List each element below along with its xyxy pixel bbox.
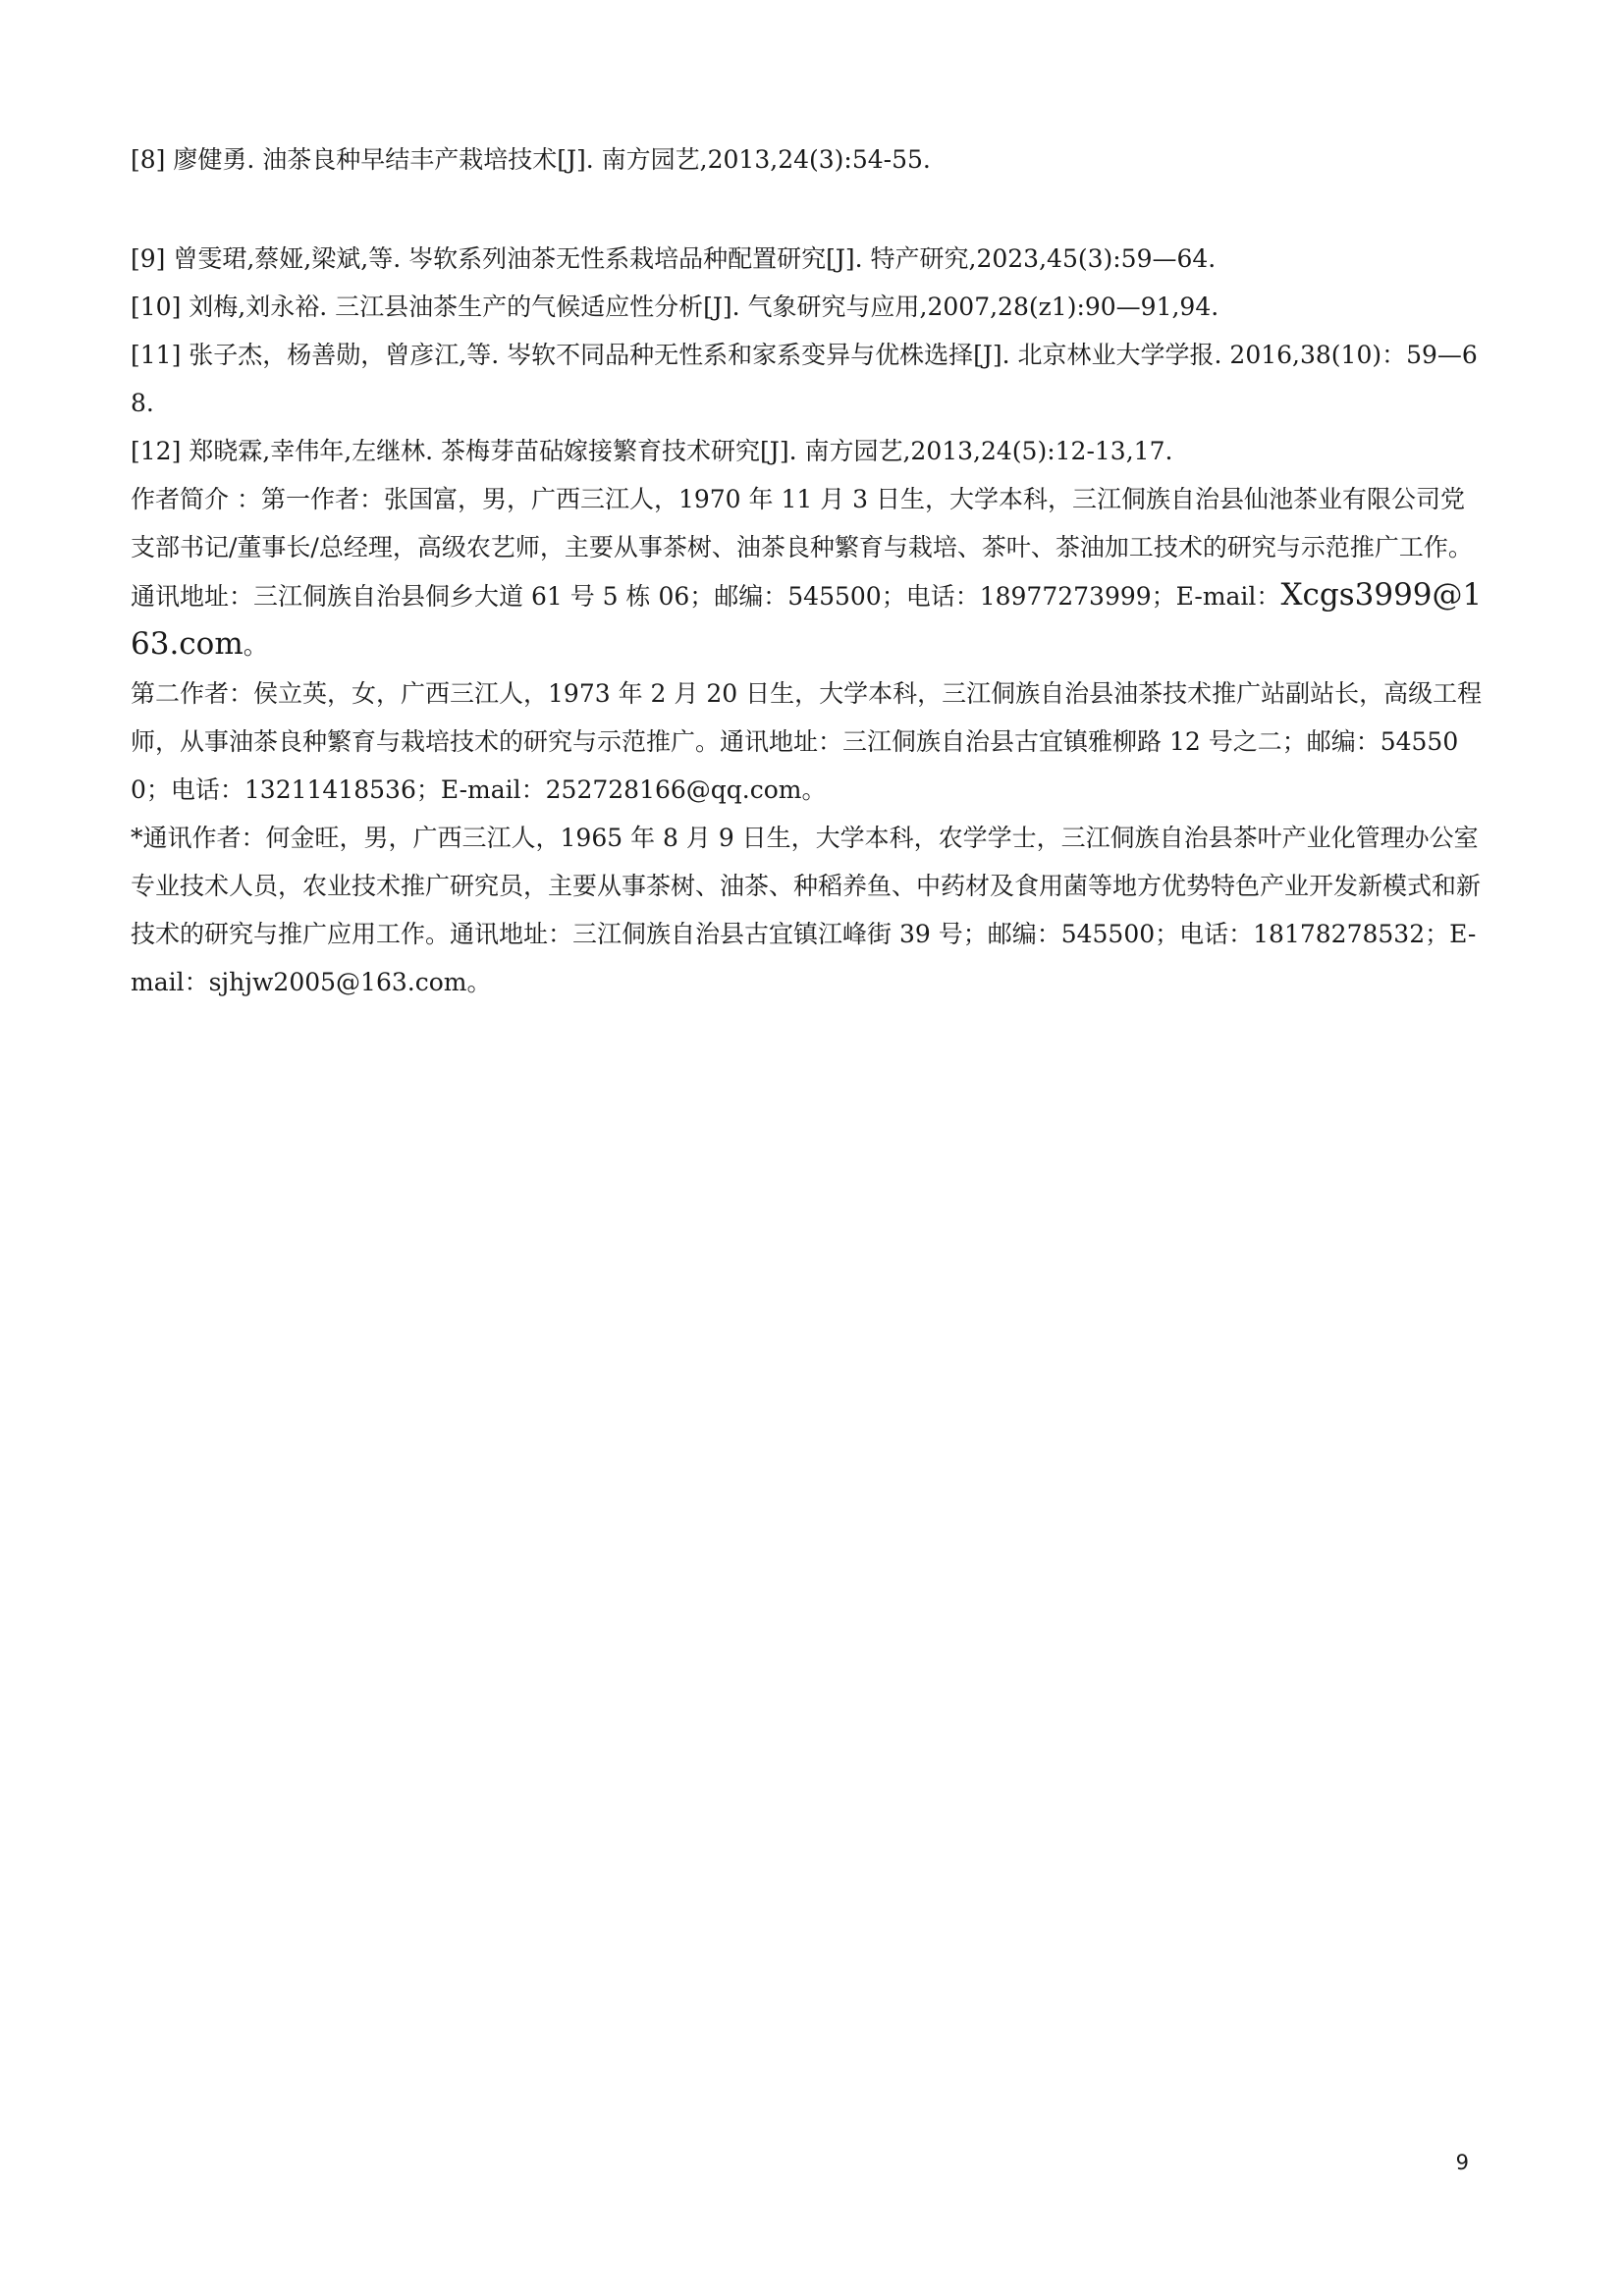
second-author-bio: 第二作者：侯立英，女，广西三江人，1973 年 2 月 20 日生，大学本科，三江侗族自治县油茶技术推广站副站长，高级工程师，从事油茶良种繁育与栽培技术的研究与示范推广。通讯地址：三江侗族自治县古宜镇雅柳路 12 号之二；邮编：545500；电话：13211418536；E-mail：252728166@qq.com。 (131, 679, 1483, 804)
reference-item: [8] 廖健勇. 油茶良种早结丰产栽培技术[J]. 南方园艺,2013,24(3):54-55. (131, 145, 931, 174)
first-author-suffix: 。 (243, 631, 268, 660)
reference-item: [9] 曾雯珺,蔡娅,梁斌,等. 岑软系列油茶无性系栽培品种配置研究[J]. 特产研究,2023,45(3):59—64. (131, 244, 1217, 273)
corresponding-author-bio: *通讯作者：何金旺，男，广西三江人，1965 年 8 月 9 日生，大学本科，农学学士，三江侗族自治县茶叶产业化管理办公室专业技术人员，农业技术推广研究员，主要从事茶树、油茶、种稻养鱼、中药材及食用菌等地方优势特色产业开发新模式和新技术的研究与推广应用工作。通讯地址：三江侗族自治县古宜镇江峰街 39 号；邮编：545500；电话：18178278532；E-mail：sjhjw2005@163.com。 (131, 824, 1482, 996)
page-content (131, 135, 1488, 1006)
reference-item: [11] 张子杰，杨善勋，曾彦江,等. 岑软不同品种无性系和家系变异与优株选择[J]. 北京林业大学学报. 2016,38(10)：59—68. (131, 341, 1478, 417)
reference-item: [10] 刘梅,刘永裕. 三江县油茶生产的气候适应性分析[J]. 气象研究与应用,2007,28(z1):90—91,94. (131, 293, 1219, 321)
reference-item: [12] 郑晓霖,幸伟年,左继林. 茶梅芽苗砧嫁接繁育技术研究[J]. 南方园艺,2013,24(5):12-13,17. (131, 437, 1173, 465)
page-number: 9 (1455, 2151, 1469, 2174)
first-author-email: Xcgs3999@163.com (131, 577, 1483, 662)
first-author-text: 作者简介 ：第一作者：张国富，男，广西三江人，1970 年 11 月 3 日生，大学本科，三江侗族自治县仙池茶业有限公司党支部书记/董事长/总经理，高级农艺师，主要从事茶树、油茶良种繁育与栽培、茶叶、茶油加工技术的研究与示范推广工作。通讯地址：三江侗族自治县侗乡大道 61 号 5 栋 06；邮编：545500；电话：18977273999；E-mail： (131, 485, 1473, 611)
first-author-bio (131, 475, 1488, 669)
